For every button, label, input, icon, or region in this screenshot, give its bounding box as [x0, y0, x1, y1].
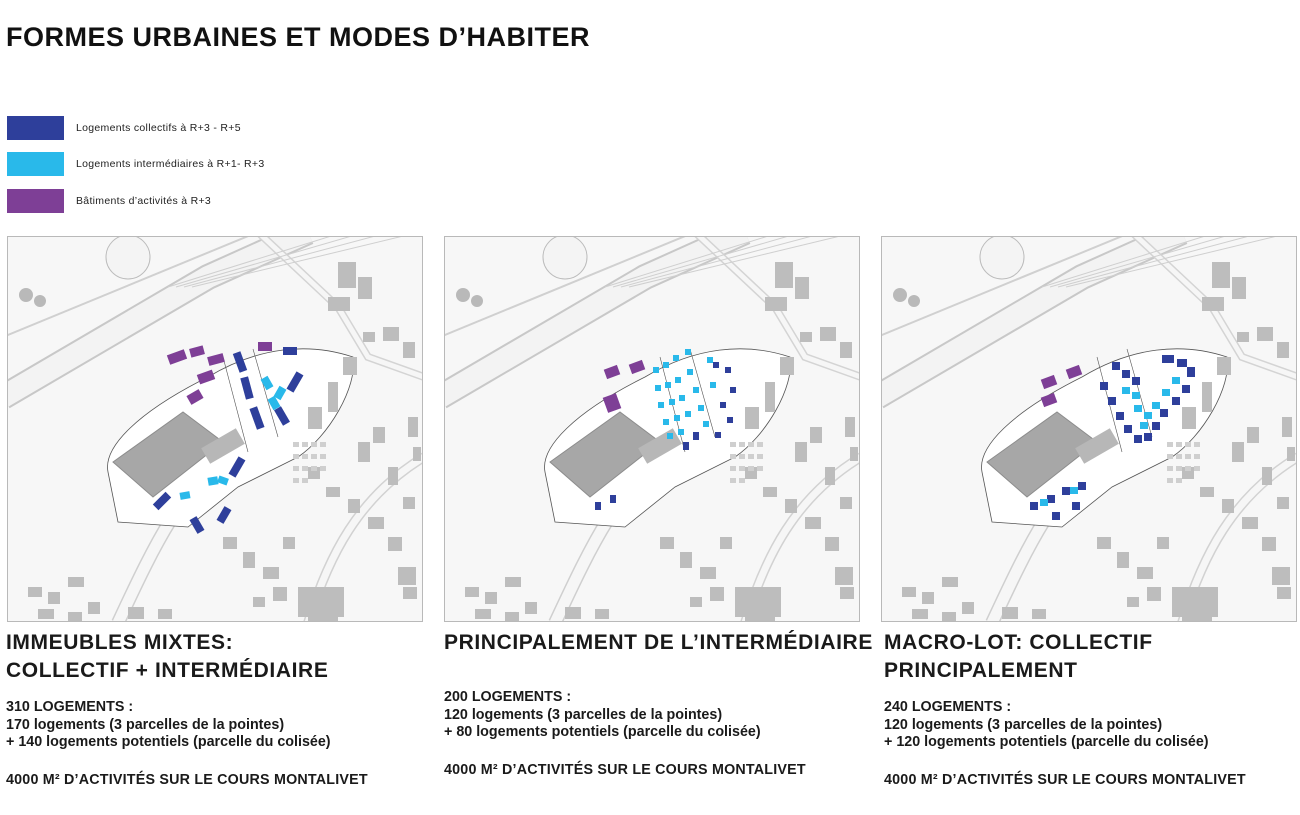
panel-3-detail-1: 120 logements (3 parcelles de la pointes) — [884, 716, 1163, 733]
panel-3-activities: 4000 M² D’ACTIVITÉS SUR LE COURS MONTALIVET — [884, 772, 1246, 788]
house — [730, 478, 736, 483]
tank — [471, 295, 483, 307]
existing-building — [765, 297, 787, 311]
intermediate-housing-block — [698, 405, 704, 411]
tank — [106, 237, 150, 279]
existing-building — [1202, 297, 1224, 311]
house — [739, 454, 745, 459]
existing-building — [263, 567, 279, 579]
existing-building — [348, 499, 360, 513]
tank — [456, 288, 470, 302]
intermediate-housing-block — [710, 382, 716, 388]
house — [302, 454, 308, 459]
intermediate-housing-block — [1172, 377, 1180, 384]
legend-label-collectif: Logements collectifs à R+3 - R+5 — [76, 122, 241, 134]
house — [1167, 478, 1173, 483]
activity-building — [1041, 375, 1058, 389]
legend-swatch-collectif — [7, 116, 64, 140]
existing-building — [465, 587, 479, 597]
existing-building — [485, 592, 497, 604]
panel-3-title-line2: PRINCIPALEMENT — [884, 659, 1078, 682]
intermediate-housing-block — [1070, 487, 1078, 494]
panel-3-title-line1: MACRO-LOT: COLLECTIF — [884, 631, 1153, 654]
house — [739, 442, 745, 447]
house — [311, 454, 317, 459]
existing-building — [1182, 617, 1212, 622]
existing-building — [700, 567, 716, 579]
existing-building — [413, 447, 421, 461]
existing-building — [326, 487, 340, 497]
existing-building — [850, 447, 858, 461]
house — [320, 442, 326, 447]
existing-building — [942, 577, 958, 587]
base-map — [882, 237, 1297, 622]
existing-building — [835, 567, 853, 585]
existing-building — [403, 342, 415, 358]
intermediate-housing-block — [687, 369, 693, 375]
collective-housing-block — [283, 347, 297, 355]
existing-building — [328, 382, 338, 412]
house — [730, 466, 736, 471]
existing-building — [308, 407, 322, 429]
tank — [893, 288, 907, 302]
collective-housing-block — [720, 402, 726, 408]
existing-building — [1247, 427, 1259, 443]
intermediate-housing-block — [669, 399, 675, 405]
existing-building — [1117, 552, 1129, 568]
existing-building — [1217, 357, 1231, 375]
intermediate-housing-block — [679, 395, 685, 401]
intermediate-housing-block — [1140, 422, 1148, 429]
tank — [34, 295, 46, 307]
existing-building — [1232, 442, 1244, 462]
intermediate-housing-block — [1134, 405, 1142, 412]
existing-building — [1147, 587, 1161, 601]
intermediate-housing-block — [685, 411, 691, 417]
panel-2-detail-1: 120 logements (3 parcelles de la pointes) — [444, 706, 723, 723]
house — [748, 454, 754, 459]
existing-building — [825, 537, 839, 551]
existing-building — [68, 612, 82, 622]
intermediate-housing-block — [675, 377, 681, 383]
intermediate-housing-block — [665, 382, 671, 388]
existing-building — [383, 327, 399, 341]
collective-housing-block — [1072, 502, 1080, 510]
house — [757, 466, 763, 471]
intermediate-housing-block — [653, 367, 659, 373]
house — [1176, 478, 1182, 483]
existing-building — [403, 587, 417, 599]
legend-item-collectif — [7, 116, 241, 140]
existing-building — [745, 407, 759, 429]
existing-building — [1277, 342, 1289, 358]
intermediate-housing-block — [1122, 387, 1130, 394]
existing-building — [845, 417, 855, 437]
existing-building — [763, 487, 777, 497]
house — [757, 454, 763, 459]
existing-building — [710, 587, 724, 601]
house — [748, 466, 754, 471]
existing-building — [840, 342, 852, 358]
existing-building — [88, 602, 100, 614]
legend-swatch-activites — [7, 189, 64, 213]
house — [293, 442, 299, 447]
existing-building — [690, 597, 702, 607]
house — [1194, 454, 1200, 459]
existing-building — [1137, 567, 1153, 579]
house — [1194, 466, 1200, 471]
house — [320, 466, 326, 471]
collective-housing-block — [1177, 359, 1187, 367]
house — [739, 466, 745, 471]
intermediate-housing-block — [655, 385, 661, 391]
base-map — [445, 237, 860, 622]
existing-building — [1002, 607, 1018, 619]
existing-building — [505, 577, 521, 587]
collective-housing-block — [1116, 412, 1124, 420]
house — [757, 442, 763, 447]
collective-housing-block — [1134, 435, 1142, 443]
collective-housing-block — [1052, 512, 1060, 520]
existing-building — [158, 609, 172, 619]
collective-housing-block — [683, 442, 689, 450]
existing-building — [343, 357, 357, 375]
existing-building — [565, 607, 581, 619]
house — [311, 466, 317, 471]
existing-building — [1272, 567, 1290, 585]
existing-building — [243, 552, 255, 568]
existing-building — [1172, 587, 1218, 617]
existing-building — [338, 262, 356, 288]
intermediate-housing-block — [663, 419, 669, 425]
house — [320, 454, 326, 459]
activity-building — [189, 345, 205, 357]
existing-building — [505, 612, 519, 622]
intermediate-housing-block — [1162, 389, 1170, 396]
existing-building — [28, 587, 42, 597]
collective-housing-block — [1152, 422, 1160, 430]
existing-building — [388, 467, 398, 485]
intermediate-housing-block — [658, 402, 664, 408]
panel-2-detail-2: + 80 logements potentiels (parcelle du colisée) — [444, 724, 761, 740]
existing-building — [785, 499, 797, 513]
existing-building — [298, 587, 344, 617]
existing-building — [745, 617, 775, 622]
existing-building — [1242, 517, 1258, 529]
legend-label-activites: Bâtiments d’activités à R+3 — [76, 195, 212, 207]
collective-housing-block — [715, 432, 721, 438]
existing-building — [795, 442, 807, 462]
collective-housing-block — [1132, 377, 1140, 385]
intermediate-housing-block — [703, 421, 709, 427]
house — [1176, 442, 1182, 447]
intermediate-housing-block — [673, 355, 679, 361]
panel-1-title-line1: IMMEUBLES MIXTES: — [6, 631, 234, 654]
house — [1185, 466, 1191, 471]
existing-building — [398, 567, 416, 585]
panel-3-description — [884, 699, 1209, 752]
panel-3-detail-2: + 120 logements potentiels (parcelle du colisée) — [884, 734, 1209, 750]
collective-housing-block — [1172, 397, 1180, 405]
existing-building — [795, 277, 809, 299]
existing-building — [358, 442, 370, 462]
existing-building — [38, 609, 54, 619]
intermediate-housing-block — [1132, 392, 1140, 399]
existing-building — [128, 607, 144, 619]
existing-building — [942, 612, 956, 622]
existing-building — [408, 417, 418, 437]
existing-building — [680, 552, 692, 568]
house — [293, 454, 299, 459]
tank — [19, 288, 33, 302]
house — [1167, 466, 1173, 471]
existing-building — [735, 587, 781, 617]
existing-building — [660, 537, 674, 549]
legend-item-activites — [7, 189, 211, 213]
existing-building — [775, 262, 793, 288]
existing-building — [1127, 597, 1139, 607]
collective-housing-block — [1182, 385, 1190, 393]
collective-housing-block — [1047, 495, 1055, 503]
collective-housing-block — [730, 387, 736, 393]
intermediate-housing-block — [663, 362, 669, 368]
existing-building — [308, 617, 338, 622]
collective-housing-block — [1100, 382, 1108, 390]
collective-housing-block — [1108, 397, 1116, 405]
existing-building — [922, 592, 934, 604]
existing-building — [820, 327, 836, 341]
house — [739, 478, 745, 483]
collective-housing-block — [610, 495, 616, 503]
collective-housing-block — [725, 367, 731, 373]
house — [730, 442, 736, 447]
existing-building — [1262, 467, 1272, 485]
existing-building — [1157, 537, 1169, 549]
existing-building — [810, 427, 822, 443]
existing-building — [840, 497, 852, 509]
existing-building — [765, 382, 775, 412]
house — [302, 466, 308, 471]
site-plan-map-3 — [881, 236, 1297, 622]
house — [1176, 454, 1182, 459]
tank — [908, 295, 920, 307]
legend-label-intermediaire: Logements intermédiaires à R+1- R+3 — [76, 158, 265, 170]
intermediate-housing-block — [678, 429, 684, 435]
page-title: FORMES URBAINES ET MODES D’HABITER — [6, 22, 591, 52]
site-plan-map-1 — [7, 236, 423, 622]
existing-building — [48, 592, 60, 604]
panel-3-count: 240 LOGEMENTS : — [884, 699, 1012, 715]
collective-housing-block — [1122, 370, 1130, 378]
existing-building — [403, 497, 415, 509]
existing-building — [525, 602, 537, 614]
intermediate-housing-block — [693, 387, 699, 393]
existing-building — [720, 537, 732, 549]
existing-building — [1237, 332, 1249, 342]
existing-building — [912, 609, 928, 619]
existing-building — [825, 467, 835, 485]
site-plan-1 — [8, 237, 423, 622]
existing-building — [358, 277, 372, 299]
existing-building — [368, 517, 384, 529]
existing-building — [68, 577, 84, 587]
intermediate-housing-block — [1040, 499, 1048, 506]
panel-2-title — [444, 629, 873, 657]
house — [302, 442, 308, 447]
existing-building — [1257, 327, 1273, 341]
existing-building — [1277, 587, 1291, 599]
panel-1-title-line2: COLLECTIF + INTERMÉDIAIRE — [6, 659, 329, 682]
intermediate-housing-block — [1144, 412, 1152, 419]
existing-building — [1222, 499, 1234, 513]
house — [1194, 442, 1200, 447]
house — [293, 478, 299, 483]
house — [748, 442, 754, 447]
existing-building — [373, 427, 385, 443]
existing-building — [223, 537, 237, 549]
panel-3-title — [884, 629, 1153, 685]
collective-housing-block — [217, 506, 232, 524]
intermediate-housing-block — [707, 357, 713, 363]
existing-building — [1262, 537, 1276, 551]
collective-housing-block — [1162, 355, 1174, 363]
collective-housing-block — [1078, 482, 1086, 490]
existing-building — [780, 357, 794, 375]
collective-housing-block — [1124, 425, 1132, 433]
collective-housing-block — [1112, 362, 1120, 370]
house — [1185, 454, 1191, 459]
collective-housing-block — [727, 417, 733, 423]
collective-housing-block — [1187, 367, 1195, 377]
collective-housing-block — [1030, 502, 1038, 510]
tank — [543, 237, 587, 279]
house — [1167, 442, 1173, 447]
panel-2-activities: 4000 M² D’ACTIVITÉS SUR LE COURS MONTALIVET — [444, 762, 806, 778]
existing-building — [1212, 262, 1230, 288]
base-map — [8, 237, 423, 622]
panel-1-title — [6, 629, 328, 685]
panel-1-activities: 4000 M² D’ACTIVITÉS SUR LE COURS MONTALIVET — [6, 772, 368, 788]
existing-building — [283, 537, 295, 549]
existing-building — [1200, 487, 1214, 497]
panel-1-count: 310 LOGEMENTS : — [6, 699, 134, 715]
panel-2-description — [444, 689, 761, 742]
activity-building — [167, 349, 187, 365]
existing-building — [1182, 407, 1196, 429]
panel-2-count: 200 LOGEMENTS : — [444, 689, 572, 705]
activity-building — [604, 365, 621, 379]
existing-building — [253, 597, 265, 607]
existing-building — [840, 587, 854, 599]
existing-building — [1232, 277, 1246, 299]
existing-building — [1202, 382, 1212, 412]
intermediate-housing-block — [1152, 402, 1160, 409]
collective-housing-block — [713, 362, 719, 368]
existing-building — [1277, 497, 1289, 509]
house — [302, 478, 308, 483]
existing-building — [1282, 417, 1292, 437]
activity-building — [629, 360, 646, 374]
site-plan-map-2 — [444, 236, 860, 622]
existing-building — [363, 332, 375, 342]
collective-housing-block — [1160, 409, 1168, 417]
house — [1176, 466, 1182, 471]
existing-building — [388, 537, 402, 551]
panel-1-detail-1: 170 logements (3 parcelles de la pointes) — [6, 716, 285, 733]
panel-2-title-line1: PRINCIPALEMENT DE L’INTERMÉDIAIRE — [444, 631, 873, 654]
existing-building — [475, 609, 491, 619]
house — [1185, 442, 1191, 447]
legend-swatch-intermediaire — [7, 152, 64, 176]
collective-housing-block — [693, 432, 699, 440]
existing-building — [1032, 609, 1046, 619]
existing-building — [595, 609, 609, 619]
house — [293, 466, 299, 471]
existing-building — [273, 587, 287, 601]
collective-housing-block — [1144, 433, 1152, 441]
existing-building — [1097, 537, 1111, 549]
existing-building — [805, 517, 821, 529]
existing-building — [962, 602, 974, 614]
existing-building — [1287, 447, 1295, 461]
tank — [980, 237, 1024, 279]
site-plan-2 — [445, 237, 860, 622]
existing-building — [800, 332, 812, 342]
existing-building — [902, 587, 916, 597]
intermediate-housing-block — [685, 349, 691, 355]
existing-building — [328, 297, 350, 311]
collective-housing-block — [595, 502, 601, 510]
panel-1-detail-2: + 140 logements potentiels (parcelle du colisée) — [6, 734, 331, 750]
site-plan-3 — [882, 237, 1297, 622]
house — [311, 442, 317, 447]
house — [730, 454, 736, 459]
intermediate-housing-block — [667, 433, 673, 439]
panel-1-description — [6, 699, 331, 752]
house — [1167, 454, 1173, 459]
intermediate-housing-block — [207, 476, 218, 486]
activity-building — [258, 342, 272, 351]
intermediate-housing-block — [674, 415, 680, 421]
activity-building — [1066, 365, 1083, 379]
activity-building — [207, 353, 225, 366]
legend-item-intermediaire — [7, 152, 265, 176]
collective-housing-block — [1062, 487, 1070, 495]
